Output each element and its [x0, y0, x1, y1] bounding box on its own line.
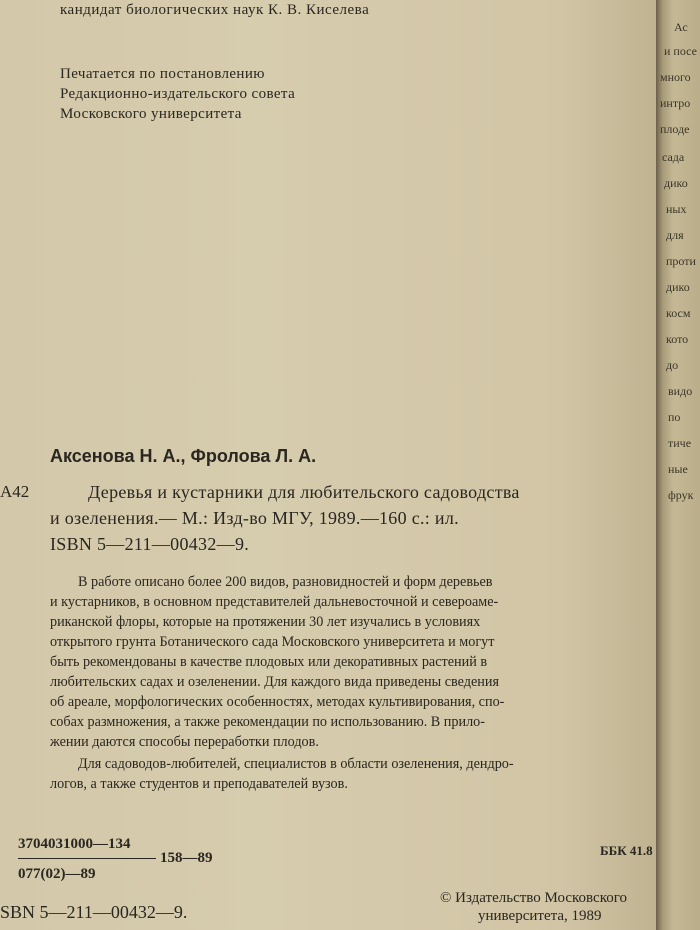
abstract-line: об ареале, морфологических особенностях, методах культивирования, спо- [50, 694, 505, 710]
adjacent-page-fragment: по [668, 410, 681, 424]
abstract-line: жении даются способы переработки плодов. [50, 734, 319, 750]
authors: Аксенова Н. А., Фролова Л. А. [50, 446, 317, 466]
bibliographic-line: Деревья и кустарники для любительского садоводства [88, 482, 520, 502]
copyright-line: университета, 1989 [478, 908, 602, 924]
abstract-line: быть рекомендованы в качестве плодовых или декоративных растений в [50, 654, 488, 670]
index-code: A42 [0, 482, 30, 501]
abstract-line: В работе описано более 200 видов, разновидностей и форм деревьев [78, 574, 493, 590]
adjacent-page-fragment: до [666, 358, 679, 372]
abstract-line: открытого грунта Ботанического сада Московского университета и могут [50, 634, 495, 650]
bibliographic-isbn: ISBN 5—211—00432—9. [50, 534, 250, 554]
code-divider [18, 858, 156, 859]
bbk-code: ББК 41.8 [600, 843, 653, 858]
isbn-bottom: SBN 5—211—00432—9. [0, 902, 188, 922]
audience-line: логов, а также студентов и преподавателей вузов. [50, 776, 348, 792]
abstract-line: и кустарников, в основном представителей дальневосточной и североаме- [50, 594, 499, 610]
adjacent-page-fragment: ных [666, 202, 687, 216]
adjacent-page-fragment: интро [660, 96, 691, 110]
reviewer-line: кандидат биологических наук К. В. Киселева [60, 2, 370, 18]
adjacent-page-fragment: и посе [664, 44, 697, 58]
adjacent-page-fragment: сада [662, 150, 685, 164]
copyright-line: © Издательство Московского [440, 890, 627, 906]
adjacent-page-fragment: дико [666, 280, 690, 294]
adjacent-page-edge [656, 0, 700, 930]
abstract-line: любительских садах и озеленении. Для каждого вида приведены сведения [50, 674, 499, 690]
bibliographic-line: и озеленения.— М.: Изд-во МГУ, 1989.—160 с.: ил. [50, 508, 459, 528]
audience-line: Для садоводов-любителей, специалистов в области озеленения, дендро- [78, 756, 514, 772]
adjacent-page-fragment: тиче [668, 436, 692, 450]
catalog-side-code: 158—89 [160, 850, 213, 866]
adjacent-page-fragment: дико [664, 176, 688, 190]
adjacent-page-fragment: фрук [668, 488, 694, 502]
catalog-code: 3704031000—134 [18, 836, 131, 852]
adjacent-page-fragment: много [660, 70, 691, 84]
adjacent-page-fragment: Ас [674, 20, 688, 34]
adjacent-page-fragment: для [666, 228, 684, 242]
adjacent-page-fragment: кото [666, 332, 689, 346]
catalog-code: 077(02)—89 [18, 866, 96, 882]
publication-note-line: Редакционно-издательского совета [60, 86, 296, 102]
adjacent-page-fragment: видо [668, 384, 693, 398]
publication-note-line: Печатается по постановлению [60, 66, 265, 82]
adjacent-page-fragment: ные [668, 462, 688, 476]
adjacent-page-fragment: проти [666, 254, 696, 268]
adjacent-page-fragment: плоде [660, 122, 690, 136]
abstract-line: риканской флоры, которые на протяжении 30 лет изучались в условиях [50, 614, 481, 630]
publication-note-line: Московского университета [60, 106, 242, 122]
adjacent-page-fragment: косм [666, 306, 691, 320]
abstract-line: собах размножения, а также рекомендации по использованию. В прило- [50, 714, 485, 730]
